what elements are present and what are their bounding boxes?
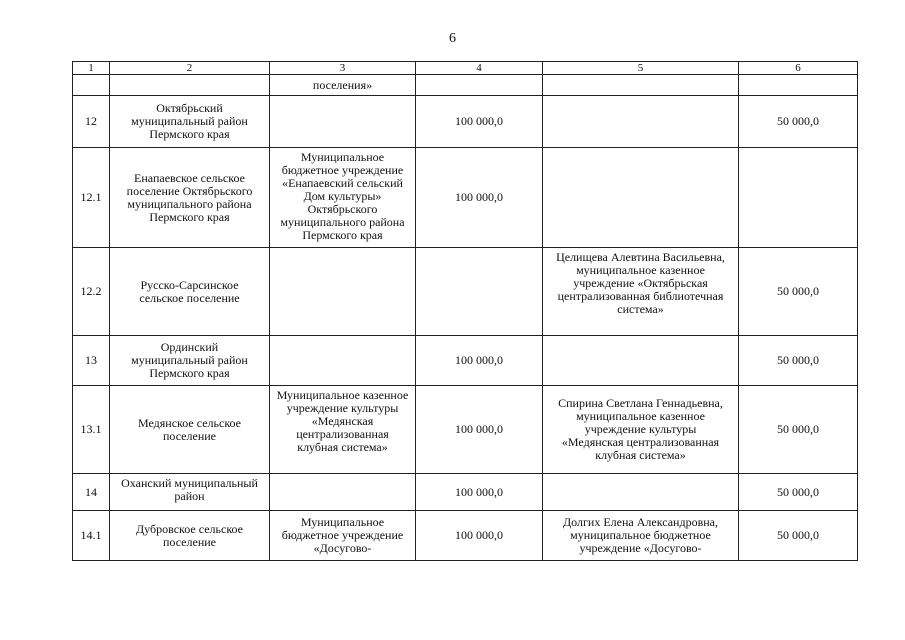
recipient-cell: Целищева Алевтина Васильевна, муниципальное казенное учреждение «Октябрьская централизованная библиотечная система» [543, 248, 739, 336]
amount-cell: 100 000,0 [416, 511, 543, 561]
amount-cell: 100 000,0 [416, 336, 543, 386]
row-number: 13 [73, 336, 110, 386]
amount-cell: 100 000,0 [416, 386, 543, 474]
row-number: 12.2 [73, 248, 110, 336]
data-table [72, 61, 858, 561]
municipality-cell: Ординский муниципальный район Пермского края [110, 336, 270, 386]
institution-cell [270, 474, 416, 511]
municipality-cell: Октябрьский муниципальный район Пермского края [110, 96, 270, 148]
recipient-cell [543, 148, 739, 248]
municipality-cell [110, 75, 270, 96]
page-number: 6 [449, 31, 456, 46]
table-row [73, 336, 858, 386]
amount-cell: 100 000,0 [416, 148, 543, 248]
row-number: 12 [73, 96, 110, 148]
amount-cell [739, 148, 858, 248]
column-header: 5 [543, 62, 739, 75]
institution-cell: Муниципальное бюджетное учреждение «Енапаевский сельский Дом культуры» Октябрьского муниципального района Пермского края [270, 148, 416, 248]
amount-cell [739, 75, 858, 96]
institution-cell [270, 336, 416, 386]
table-row [73, 386, 858, 474]
row-number: 14.1 [73, 511, 110, 561]
recipient-cell [543, 75, 739, 96]
table-row [73, 248, 858, 336]
column-header: 6 [739, 62, 858, 75]
row-number: 14 [73, 474, 110, 511]
table-row [73, 148, 858, 248]
column-header: 3 [270, 62, 416, 75]
municipality-cell: Оханский муниципальный район [110, 474, 270, 511]
amount-cell: 50 000,0 [739, 248, 858, 336]
column-header: 2 [110, 62, 270, 75]
institution-cell: Муниципальное бюджетное учреждение «Досугово- [270, 511, 416, 561]
amount-cell: 100 000,0 [416, 474, 543, 511]
recipient-cell: Долгих Елена Александровна, муниципальное бюджетное учреждение «Досугово- [543, 511, 739, 561]
recipient-cell [543, 474, 739, 511]
recipient-cell [543, 336, 739, 386]
municipality-cell: Дубровское сельское поселение [110, 511, 270, 561]
column-number-row [73, 62, 858, 75]
municipality-cell: Енапаевское сельское поселение Октябрьского муниципального района Пермского края [110, 148, 270, 248]
amount-cell: 100 000,0 [416, 96, 543, 148]
institution-cell [270, 96, 416, 148]
row-number [73, 75, 110, 96]
institution-cell: Муниципальное казенное учреждение культуры «Медянская централизованная клубная система» [270, 386, 416, 474]
column-header: 1 [73, 62, 110, 75]
recipient-cell: Спирина Светлана Геннадьевна, муниципальное казенное учреждение культуры «Медянская централизованная клубная система» [543, 386, 739, 474]
column-header: 4 [416, 62, 543, 75]
row-number: 12.1 [73, 148, 110, 248]
municipality-cell: Медянское сельское поселение [110, 386, 270, 474]
amount-cell: 50 000,0 [739, 386, 858, 474]
amount-cell: 50 000,0 [739, 511, 858, 561]
institution-cell [270, 248, 416, 336]
amount-cell [416, 75, 543, 96]
municipality-cell: Русско-Сарсинское сельское поселение [110, 248, 270, 336]
table-row [73, 96, 858, 148]
row-number: 13.1 [73, 386, 110, 474]
table-row [73, 474, 858, 511]
institution-cell: поселения» [270, 75, 416, 96]
amount-cell [416, 248, 543, 336]
table-row [73, 75, 858, 96]
amount-cell: 50 000,0 [739, 474, 858, 511]
amount-cell: 50 000,0 [739, 336, 858, 386]
table-row [73, 511, 858, 561]
amount-cell: 50 000,0 [739, 96, 858, 148]
recipient-cell [543, 96, 739, 148]
